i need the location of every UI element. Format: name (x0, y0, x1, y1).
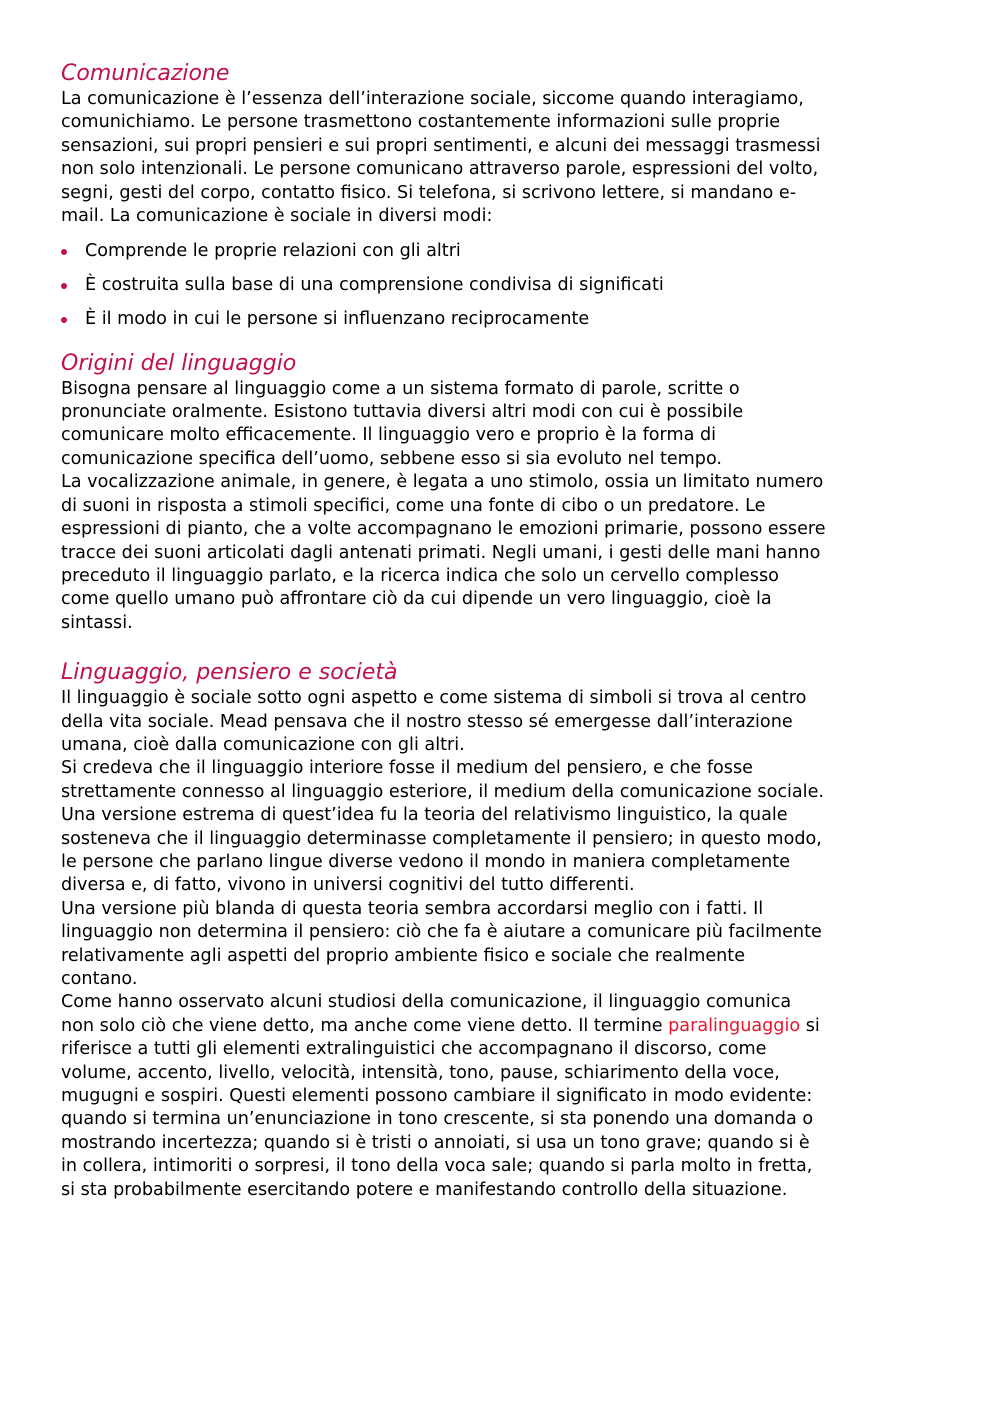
text-line: mugugni e sospiri. Questi elementi possono cambiare il significato in modo evidente: (61, 1086, 813, 1107)
text-line: strettamente connesso al linguaggio esteriore, il medium della comunicazione sociale. (61, 781, 824, 802)
text-line: preceduto il linguaggio parlato, e la ricerca indica che solo un cervello complesso (61, 565, 779, 586)
text-line-with-term (61, 1015, 951, 1038)
text-line: sosteneva che il linguaggio determinasse completamente il pensiero; in questo modo, (61, 828, 822, 849)
text-line: comunichiamo. Le persone trasmettono costantemente informazioni sulle proprie (61, 112, 781, 133)
text-line: quando si termina un’enunciazione in tono crescente, si sta ponendo una domanda o (61, 1109, 814, 1130)
text-line: tracce dei suoni articolati dagli antenati primati. Negli umani, i gesti delle mani hanno (61, 542, 821, 563)
section-comunicazione (61, 60, 951, 332)
text-line: umana, cioè dalla comunicazione con gli altri. (61, 734, 465, 755)
text-line: Una versione estrema di quest’idea fu la teoria del relativismo linguistico, la quale (61, 805, 788, 826)
text-line: Bisogna pensare al linguaggio come a un sistema formato di parole, scritte o (61, 378, 740, 399)
text-line: della vita sociale. Mead pensava che il nostro stesso sé emergesse dall’interazione (61, 711, 793, 732)
list-item (61, 240, 951, 263)
text-line: La vocalizzazione animale, in genere, è legata a uno stimolo, ossia un limitato numero (61, 472, 824, 493)
text-line: in collera, intimoriti o sorpresi, il tono della voca sale; quando si parla molto in fretta, (61, 1156, 813, 1177)
bullet-icon (61, 249, 67, 255)
section-linguaggio-pensiero-societa (61, 659, 951, 1202)
text-line: non solo intenzionali. Le persone comunicano attraverso parole, espressioni del volto, (61, 159, 819, 180)
section-paragraph (61, 687, 951, 1202)
text-line: pronunciate oralmente. Esistono tuttavia diversi altri modi con cui è possibile (61, 402, 744, 423)
list-item-text: Comprende le proprie relazioni con gli altri (85, 241, 461, 262)
text-line: sensazioni, sui propri pensieri e sui propri sentimenti, e alcuni dei messaggi trasmessi (61, 135, 821, 156)
text-line: sintassi. (61, 612, 133, 633)
section-paragraph (61, 378, 951, 635)
list-item-text: È costruita sulla base di una comprensione condivisa di significati (85, 275, 664, 296)
text-fragment: non solo ciò che viene detto, ma anche come viene detto. Il termine (61, 1015, 669, 1036)
text-line: Il linguaggio è sociale sotto ogni aspetto e come sistema di simboli si trova al centro (61, 688, 807, 709)
text-fragment: si (800, 1015, 820, 1036)
text-line: La comunicazione è l’essenza dell’interazione sociale, siccome quando interagiamo, (61, 89, 804, 109)
bullet-icon (61, 317, 67, 323)
section-paragraph (61, 88, 951, 228)
text-line: comunicazione specifica dell’uomo, sebbene esso si sia evoluto nel tempo. (61, 448, 723, 469)
list-item (61, 274, 951, 297)
section-heading: Comunicazione (61, 61, 230, 86)
text-line: comunicare molto efficacemente. Il linguaggio vero e proprio è la forma di (61, 425, 717, 446)
list-item (61, 308, 951, 331)
text-line: mail. La comunicazione è sociale in diversi modi: (61, 206, 493, 227)
highlighted-term: paralinguaggio (668, 1015, 801, 1036)
text-line: relativamente agli aspetti del proprio ambiente fisico e sociale che realmente (61, 945, 746, 966)
text-line: mostrando incertezza; quando si è tristi o annoiati, si usa un tono grave; quando si è (61, 1132, 810, 1153)
text-line: Come hanno osservato alcuni studiosi della comunicazione, il linguaggio comunica (61, 992, 792, 1013)
text-line: segni, gesti del corpo, contatto fisico. Si telefona, si scrivono lettere, si mandano e- (61, 182, 797, 203)
section-origini-del-linguaggio (61, 350, 951, 635)
bullet-list (61, 240, 951, 331)
text-line: contano. (61, 969, 138, 989)
text-line: riferisce a tutti gli elementi extralinguistici che accompagnano il discorso, come (61, 1039, 767, 1060)
section-heading: Linguaggio, pensiero e società (61, 660, 398, 686)
text-line: di suoni in risposta a stimoli specifici, come una fonte di cibo o un predatore. Le (61, 495, 766, 516)
text-line: Si credeva che il linguaggio interiore fosse il medium del pensiero, e che fosse (61, 758, 753, 779)
section-heading: Origini del linguaggio (61, 350, 297, 376)
text-line: diversa e, di fatto, vivono in universi cognitivi del tutto differenti. (61, 875, 635, 896)
text-line: volume, accento, livello, velocità, intensità, tono, pause, schiarimento della voce, (61, 1062, 780, 1083)
text-line: come quello umano può affrontare ciò da cui dipende un vero linguaggio, cioè la (61, 589, 772, 610)
document-page (61, 60, 951, 1202)
text-line: Una versione più blanda di questa teoria sembra accordarsi meglio con i fatti. Il (61, 898, 764, 919)
text-line: si sta probabilmente esercitando potere e manifestando controllo della situazione. (61, 1179, 788, 1200)
text-line: le persone che parlano lingue diverse vedono il mondo in maniera completamente (61, 851, 791, 872)
list-item-text: È il modo in cui le persone si influenzano reciprocamente (85, 309, 590, 330)
text-line: espressioni di pianto, che a volte accompagnano le emozioni primarie, possono essere (61, 519, 826, 540)
bullet-icon (61, 283, 67, 289)
text-line: linguaggio non determina il pensiero: ciò che fa è aiutare a comunicare più facilmente (61, 922, 822, 943)
